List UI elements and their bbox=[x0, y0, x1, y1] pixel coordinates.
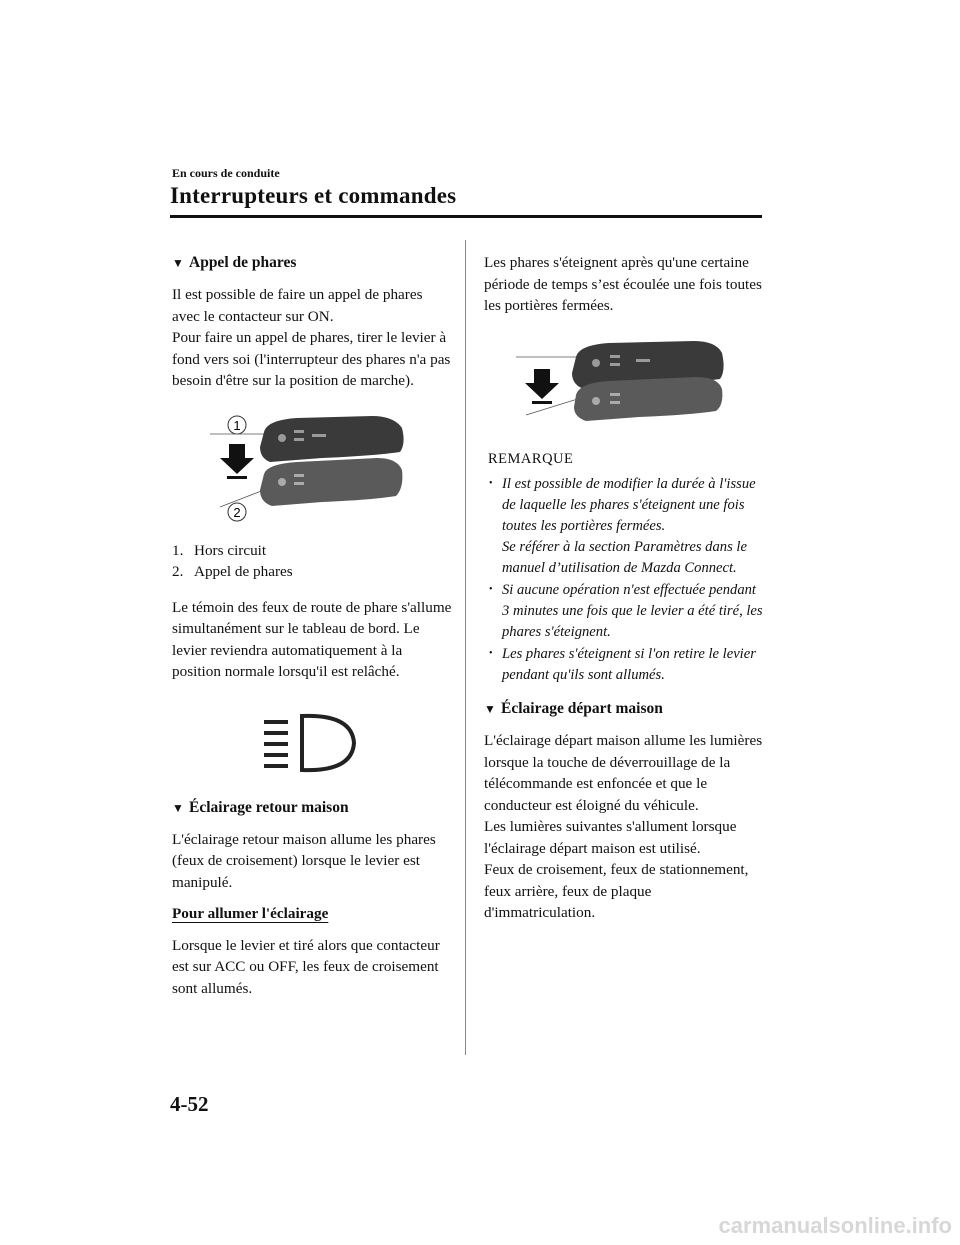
heading-depart-maison: ▼ Éclairage départ maison bbox=[484, 698, 766, 720]
eteint-paragraph: Les phares s'éteignent après qu'une certaine période de temps s’est écoulée une fois toutes les portières fermées. bbox=[484, 254, 762, 314]
down-arrow-base bbox=[227, 476, 247, 479]
down-arrow-icon bbox=[220, 444, 254, 474]
remarque-item: • Il est possible de modifier la durée à l'issue de laquelle les phares s'éteignent une fois toutes les portières fermées. Se référer à la section Paramètres dans le manuel d’utilisation de Mazda Connect. bbox=[488, 474, 766, 579]
lever-illustration bbox=[484, 339, 766, 423]
legend-item: 1. Hors circuit bbox=[172, 541, 267, 559]
triangle-icon: ▼ bbox=[172, 800, 184, 815]
triangle-icon: ▼ bbox=[484, 702, 496, 716]
depart-paragraph-2: Les lumières suivantes s'allument lorsque l'éclairage départ maison est utilisé. bbox=[484, 818, 737, 857]
lever-figure-1 bbox=[172, 412, 454, 540]
down-arrow-icon bbox=[525, 369, 559, 399]
figure-legend bbox=[172, 540, 454, 583]
lever-symbol bbox=[278, 478, 286, 486]
right-column bbox=[484, 252, 766, 924]
callout-2: 2 bbox=[233, 504, 241, 520]
lever-symbol bbox=[294, 474, 304, 477]
lever-figure-2 bbox=[484, 339, 766, 423]
high-beam-indicator-figure bbox=[172, 707, 454, 777]
appel-paragraph-2: Pour faire un appel de phares, tirer le levier à fond vers soi (l'interrupteur des phares n'a pas besoin d'être sur la position de marche). bbox=[172, 329, 451, 389]
lever-symbol bbox=[312, 434, 326, 437]
remarque-item: • Les phares s'éteignent si l'on retire le levier pendant qu'ils sont allumés. bbox=[488, 644, 766, 686]
triangle-icon: ▼ bbox=[172, 256, 184, 270]
remarque-item: • Si aucune opération n'est effectuée pendant 3 minutes une fois que le levier a été tiré, les phares s'éteignent. bbox=[488, 580, 766, 643]
temoin-paragraph: Le témoin des feux de route de phare s'allume simultanément sur le tableau de bord. Le levier reviendra automatiquement à la position normale lorsqu'il est relâché. bbox=[172, 598, 452, 680]
page-number: 4-52 bbox=[170, 1092, 209, 1116]
allumer-paragraph: Lorsque le levier et tiré alors que contacteur est sur ACC ou OFF, les feux de croisement sont allumés. bbox=[172, 936, 440, 997]
remarque-title: REMARQUE bbox=[488, 450, 574, 467]
page-title: Interrupteurs et commandes bbox=[170, 183, 457, 208]
watermark: carmanualsonline.info bbox=[718, 1213, 952, 1238]
depart-paragraph-3: Feux de croisement, feux de stationnement, feux arrière, feux de plaque d'immatriculation. bbox=[484, 861, 749, 921]
lever-illustration bbox=[172, 412, 454, 540]
lever-symbol bbox=[294, 430, 304, 433]
subheading-allumer: Pour allumer l'éclairage bbox=[172, 905, 329, 922]
depart-paragraph-1: L'éclairage départ maison allume les lumières lorsque la touche de déverrouillage de la télécommande est enfoncée et que le conducteur est éloigné du véhicule. bbox=[484, 732, 763, 814]
section-kicker: En cours de conduite bbox=[172, 166, 280, 180]
remarque-list bbox=[488, 474, 766, 686]
lever-symbol bbox=[278, 434, 286, 442]
lever-symbol bbox=[294, 438, 304, 441]
title-rule bbox=[170, 215, 762, 218]
retour-paragraph: L'éclairage retour maison allume les phares (feux de croisement) lorsque le levier est manipulé. bbox=[172, 830, 436, 891]
high-beam-indicator-icon bbox=[172, 707, 454, 777]
column-divider bbox=[465, 240, 466, 1055]
heading-appel-de-phares: ▼ Appel de phares bbox=[172, 252, 454, 274]
heading-retour-maison: ▼ Éclairage retour maison bbox=[172, 797, 454, 819]
callout-1: 1 bbox=[233, 417, 241, 433]
left-column bbox=[172, 252, 454, 999]
legend-item: 2. Appel de phares bbox=[172, 563, 293, 580]
lever-symbol bbox=[294, 482, 304, 485]
appel-paragraph-1: Il est possible de faire un appel de phares avec le contacteur sur ON. bbox=[172, 286, 423, 325]
